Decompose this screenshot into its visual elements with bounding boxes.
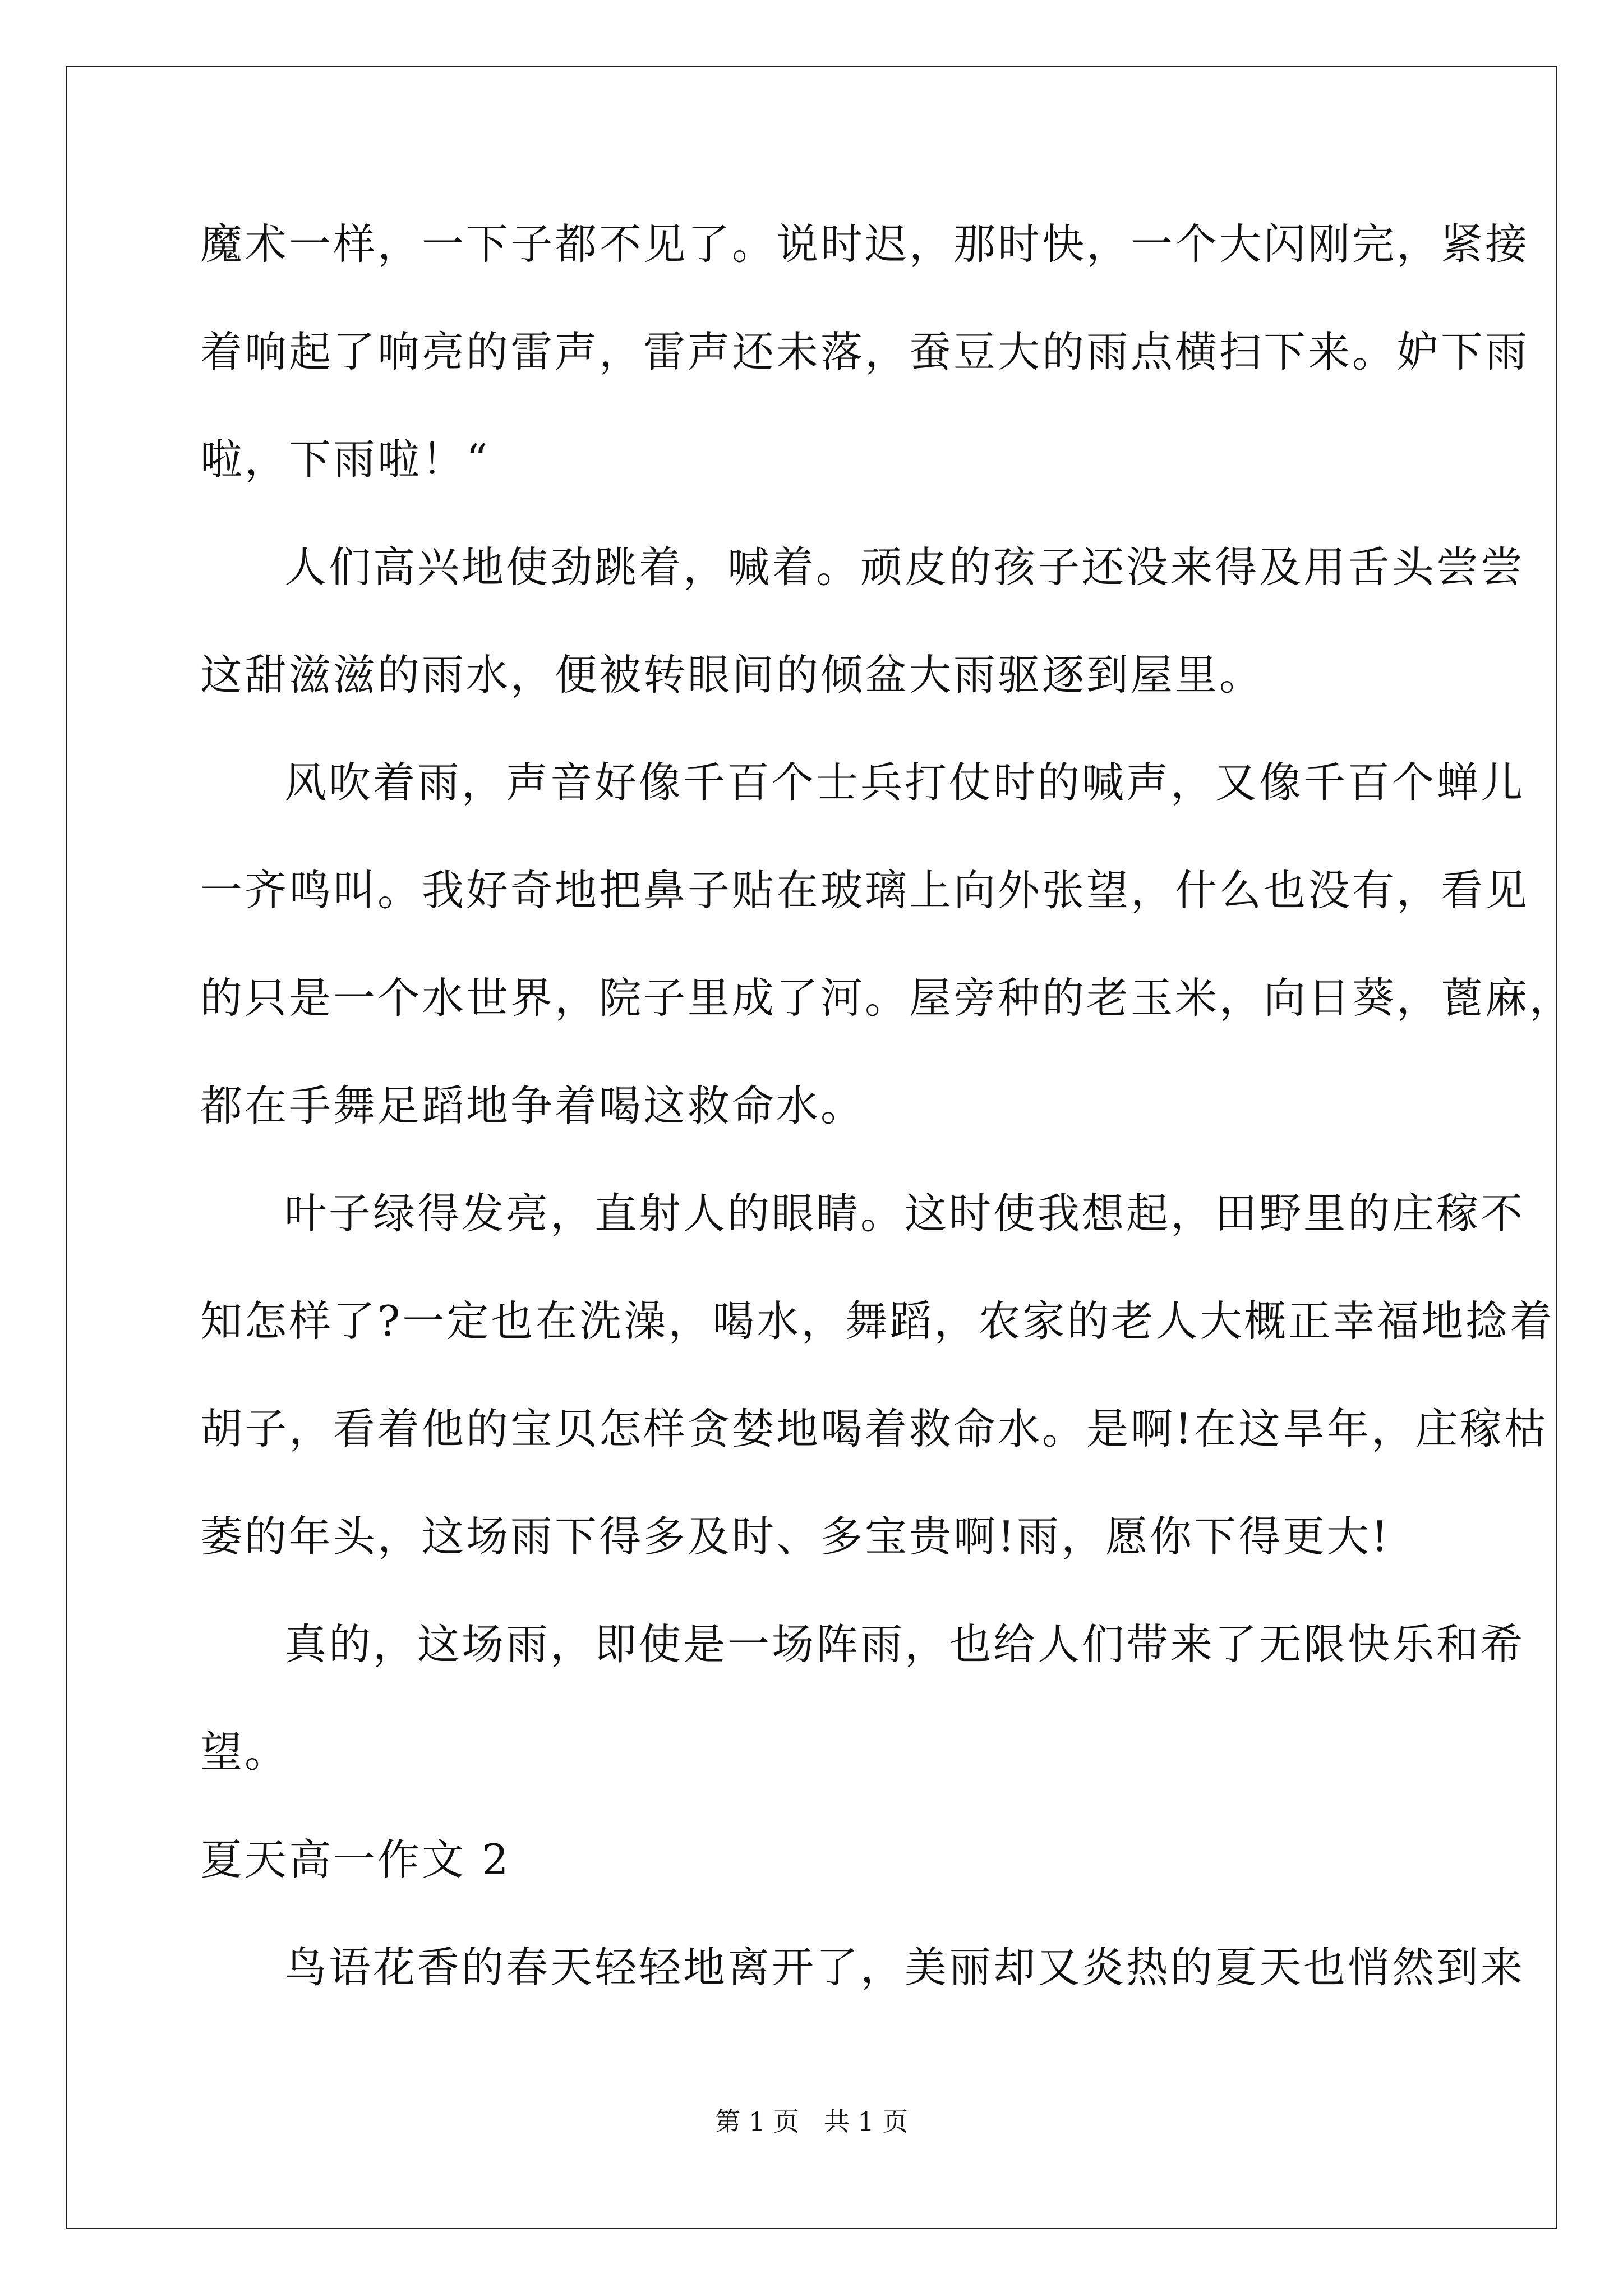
text-line: 都在手舞足蹈地争着喝这救命水。 [200,1081,865,1130]
paragraph-start-line: 人们高兴地使劲跳着，喊着。顽皮的孩子还没来得及用舌头尝尝 [284,542,1525,592]
text-line: 胡子，看着他的宝贝怎样贪婪地喝着救命水。是啊!在这旱年，庄稼枯 [200,1404,1549,1453]
text-line: 着响起了响亮的雷声，雷声还未落，蚕豆大的雨点横扫下来。妒下雨 [200,327,1530,376]
page-total: 共 1 页 [823,2106,909,2137]
text-line: 一齐鸣叫。我好奇地把鼻子贴在玻璃上向外张望，什么也没有，看见 [200,866,1530,915]
section-heading: 夏天高一作文 2 [200,1835,511,1884]
page-number: 第 1 页 [714,2106,800,2137]
paragraph-start-line: 鸟语花香的春天轻轻地离开了，美丽却又炎热的夏天也悄然到来 [284,1943,1525,1992]
text-line: 这甜滋滋的雨水，便被转眼间的倾盆大雨驱逐到屋里。 [200,650,1264,700]
text-line: 啦，下雨啦！“ [200,435,490,484]
page-footer [0,2105,1623,2138]
page-border [66,66,1557,2229]
text-line: 知怎样了?一定也在洗澡，喝水，舞蹈，农家的老人大概正幸福地捻着 [200,1296,1555,1346]
text-line: 望。 [200,1727,289,1777]
text-line: 魔术一样，一下子都不见了。说时迟，那时快，一个大闪刚完，紧接 [200,219,1530,269]
paragraph-start-line: 叶子绿得发亮，直射人的眼睛。这时使我想起，田野里的庄稼不 [284,1189,1525,1238]
paragraph-start-line: 风吹着雨，声音好像千百个士兵打仗时的喊声，又像千百个蝉儿 [284,758,1525,807]
text-line: 萎的年头，这场雨下得多及时、多宝贵啊!雨，愿你下得更大! [200,1512,1391,1561]
text-line: 的只是一个水世界，院子里成了河。屋旁种的老玉米，向日葵，蓖麻， [200,973,1574,1023]
paragraph-start-line: 真的，这场雨，即使是一场阵雨，也给人们带来了无限快乐和希 [284,1619,1525,1669]
